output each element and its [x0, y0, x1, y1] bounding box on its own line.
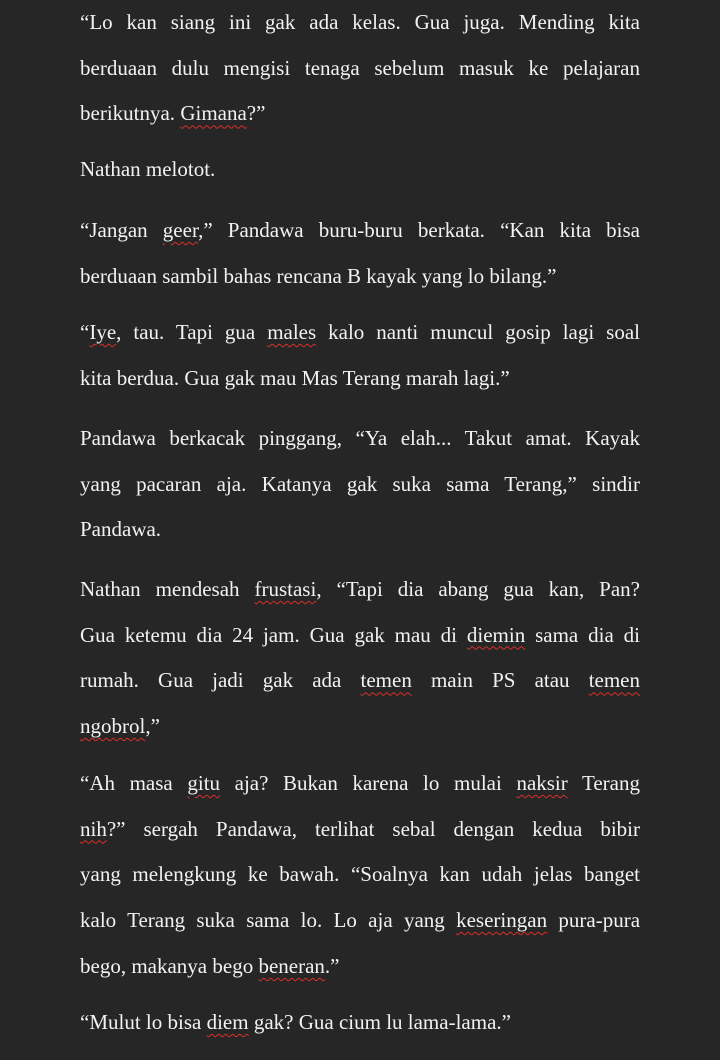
paragraph	[80, 0, 640, 137]
spellcheck-word: ngobrol	[80, 714, 146, 739]
paragraph	[80, 1000, 640, 1046]
text-run: Pandawa berkacak pinggang, “Ya elah... Takut amat. Kayak	[80, 426, 640, 450]
spellcheck-word: geer	[162, 218, 199, 242]
spellcheck-word: diem	[206, 1010, 249, 1034]
text-run: “Jangan	[80, 218, 163, 242]
paragraph	[80, 416, 640, 553]
text-run: berikutnya.	[80, 101, 181, 126]
text-line	[80, 0, 640, 46]
spellcheck-word: nih	[80, 816, 107, 841]
text-run: rumah. Gua jadi gak ada	[80, 668, 361, 693]
spellcheck-word: diemin	[466, 622, 526, 647]
text-line	[80, 944, 640, 990]
text-run: berduaan dulu mengisi tenaga sebelum masuk ke pelajaran	[80, 55, 640, 80]
text-run: ?” sergah Pandawa, terlihat sebal dengan kedua bibir	[106, 816, 640, 841]
text-run: aja? Bukan karena lo mulai	[220, 771, 517, 795]
text-run: yang pacaran aja. Katanya gak suka sama Terang,” sindir	[80, 471, 640, 496]
text-run: “Ah masa	[80, 771, 188, 795]
text-run: Terang	[567, 771, 640, 795]
text-run: kita berdua. Gua gak mau Mas Terang marah lagi.”	[80, 365, 510, 390]
text-run: gak? Gua cium lu lama-lama.”	[248, 1010, 511, 1034]
text-run: “Lo kan siang ini gak ada kelas. Gua juga. Mending kita	[80, 10, 640, 34]
text-line	[80, 658, 640, 704]
spellcheck-word: keseringan	[456, 908, 548, 933]
text-run: , tau. Tapi gua	[116, 320, 268, 344]
paragraph	[80, 567, 640, 750]
text-line	[80, 507, 640, 553]
text-run: yang melengkung ke bawah. “Soalnya kan udah jelas banget	[80, 862, 640, 887]
spellcheck-word: beneran	[258, 953, 325, 978]
text-run: , “Tapi dia abang gua kan, Pan?	[316, 577, 640, 601]
text-line	[80, 462, 640, 508]
paragraph	[80, 147, 640, 193]
spellcheck-word: Iye	[89, 320, 117, 344]
text-run: pura-pura	[547, 908, 640, 933]
text-line	[80, 416, 640, 462]
text-run: kalo Terang suka sama lo. Lo aja yang	[80, 908, 457, 933]
text-run: Gua ketemu dia 24 jam. Gua gak mau di	[80, 622, 467, 647]
text-run: “	[80, 320, 90, 344]
text-run: bego, makanya bego	[80, 953, 259, 978]
spellcheck-word: gitu	[187, 771, 221, 795]
text-run: .”	[324, 953, 340, 978]
text-run: berduaan sambil bahas rencana B kayak yang lo bilang.”	[80, 263, 557, 288]
text-run: main PS atau	[411, 668, 589, 693]
text-run: ,” Pandawa buru-buru berkata. “Kan kita bisa	[198, 218, 640, 242]
text-line	[80, 208, 640, 254]
text-run: Pandawa.	[80, 517, 162, 542]
text-line	[80, 852, 640, 898]
spellcheck-word: naksir	[516, 771, 568, 795]
text-run: Nathan mendesah	[80, 577, 255, 601]
text-line	[80, 356, 640, 402]
text-line	[80, 254, 640, 300]
text-run: “Mulut lo bisa	[80, 1010, 207, 1034]
paragraph	[80, 761, 640, 989]
text-line	[80, 1000, 640, 1046]
spellcheck-word: frustasi	[254, 577, 317, 601]
text-line	[80, 310, 640, 356]
text-line	[80, 147, 640, 193]
spellcheck-word: temen	[588, 668, 640, 693]
text-run: kalo nanti muncul gosip lagi soal	[316, 320, 640, 344]
text-line	[80, 704, 640, 750]
text-line	[80, 898, 640, 944]
text-line	[80, 91, 640, 137]
text-run: Nathan melotot.	[80, 157, 216, 181]
paragraph	[80, 310, 640, 401]
text-line	[80, 613, 640, 659]
paragraph	[80, 208, 640, 299]
text-line	[80, 46, 640, 92]
text-line	[80, 807, 640, 853]
spellcheck-word: males	[267, 320, 317, 344]
text-run: sama dia di	[525, 622, 640, 647]
text-run: ,”	[145, 714, 160, 739]
text-line	[80, 761, 640, 807]
text-line	[80, 567, 640, 613]
spellcheck-word: temen	[360, 668, 412, 693]
spellcheck-word: Gimana	[180, 101, 247, 126]
text-run: ?”	[246, 101, 266, 126]
